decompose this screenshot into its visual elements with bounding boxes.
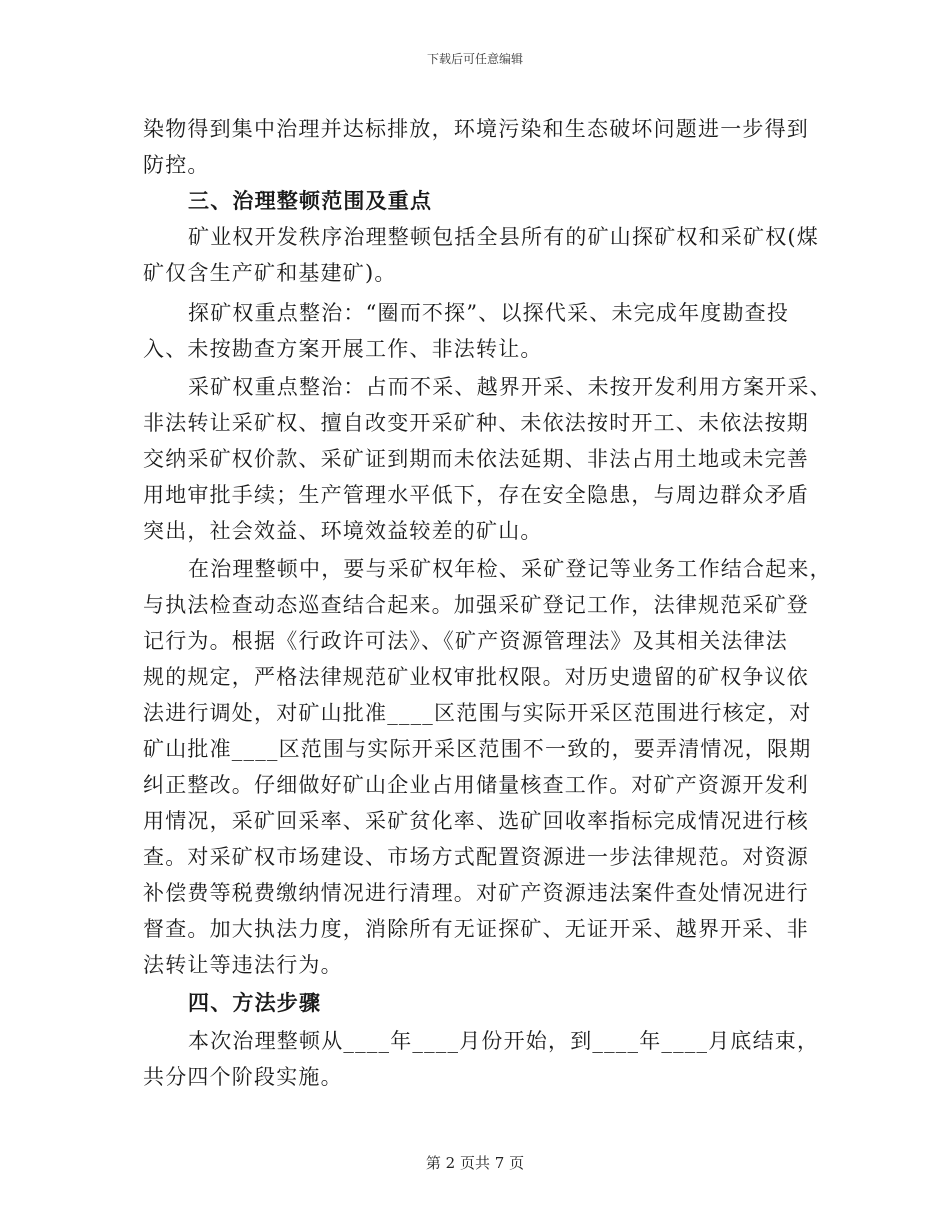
paragraph-line: 在治理整顿中，要与采矿权年检、采矿登记等业务工作结合起来， [188, 557, 832, 581]
paragraph-line: 非法转让采矿权、擅自改变开采矿种、未依法按时开工、未依法按期 [143, 411, 809, 435]
page-header: 下载后可任意编辑 [426, 52, 523, 66]
paragraph-line: 记行为。根据《行政许可法》、《矿产资源管理法》及其相关法律法 [143, 629, 788, 653]
paragraph-line: 用地审批手续；生产管理水平低下，存在安全隐患，与周边群众矛盾 [143, 483, 809, 507]
paragraph-line: 法进行调处，对矿山批准____区范围与实际开采区范围进行核定，对 [143, 701, 812, 725]
section-heading: 四、方法步骤 [188, 990, 322, 1015]
section-heading: 三、治理整顿范围及重点 [188, 188, 433, 213]
paragraph-line: 矿业权开发秩序治理整顿包括全县所有的矿山探矿权和采矿权(煤 [188, 225, 819, 249]
paragraph-line: 查。对采矿权市场建设、市场方式配置资源进一步法律规范。对资源 [143, 845, 809, 869]
paragraph-line: 矿山批准____区范围与实际开采区范围不一致的，要弄清情况，限期 [143, 737, 812, 761]
paragraph-line: 本次治理整顿从____年____月份开始，到____年____月底结束， [188, 1029, 820, 1053]
paragraph-line: 染物得到集中治理并达标排放，环境污染和生态破坏问题进一步得到 [143, 117, 809, 141]
paragraph-line: 入、未按勘查方案开展工作、非法转让。 [143, 337, 543, 361]
paragraph-line: 矿仅含生产矿和基建矿)。 [143, 261, 397, 285]
paragraph-line: 防控。 [143, 153, 210, 177]
page-footer: 第 2 页共 7 页 [425, 1154, 525, 1172]
paragraph-line: 督查。加大执法力度，消除所有无证探矿、无证开采、越界开采、非 [143, 917, 809, 941]
paragraph-line: 法转让等违法行为。 [143, 953, 343, 977]
paragraph-line: 交纳采矿权价款、采矿证到期而未依法延期、非法占用土地或未完善 [143, 447, 809, 471]
paragraph-line: 探矿权重点整治：“圈而不探”、以探代采、未完成年度勘查投 [188, 301, 790, 325]
paragraph-line: 补偿费等税费缴纳情况进行清理。对矿产资源违法案件查处情况进行 [143, 881, 809, 905]
paragraph-line: 共分四个阶段实施。 [143, 1065, 343, 1089]
paragraph-line: 采矿权重点整治：占而不采、越界开采、未按开发利用方案开采、 [188, 375, 832, 399]
paragraph-line: 纠正整改。仔细做好矿山企业占用储量核查工作。对矿产资源开发利 [143, 773, 809, 797]
paragraph-line: 用情况，采矿回采率、采矿贫化率、选矿回收率指标完成情况进行核 [143, 809, 809, 833]
paragraph-line: 与执法检查动态巡查结合起来。加强采矿登记工作，法律规范采矿登 [143, 593, 809, 617]
paragraph-line: 规的规定，严格法律规范矿业权审批权限。对历史遗留的矿权争议依 [143, 665, 809, 689]
paragraph-line: 突出，社会效益、环境效益较差的矿山。 [143, 519, 543, 543]
